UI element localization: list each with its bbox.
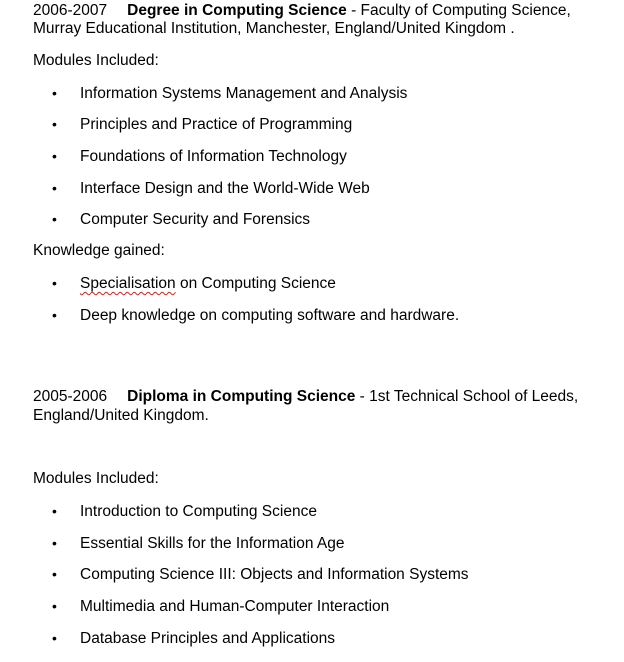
- bullet-icon: •: [52, 116, 57, 132]
- bullet-icon: •: [52, 503, 57, 519]
- bullet-icon: •: [52, 630, 57, 646]
- module-name: Principles and Practice of Programming: [80, 116, 353, 133]
- modules-heading: Modules Included:: [33, 52, 159, 69]
- module-name: Interface Design and the World-Wide Web: [80, 180, 370, 197]
- spellcheck-flagged-word[interactable]: Specialisation: [80, 275, 176, 292]
- list-item: [52, 274, 336, 293]
- module-name: Database Principles and Applications: [80, 630, 336, 647]
- bullet-icon: •: [52, 598, 57, 614]
- list-item: [52, 115, 352, 134]
- education-years: 2006-2007: [33, 2, 108, 19]
- education-institution: - 1st Technical School of Leeds,: [355, 388, 579, 405]
- list-item: [52, 147, 347, 166]
- knowledge-heading: Knowledge gained:: [33, 242, 165, 259]
- knowledge-text: on Computing Science: [175, 275, 336, 292]
- list-item: [52, 210, 310, 229]
- bullet-icon: •: [52, 211, 57, 227]
- bullet-icon: •: [52, 275, 57, 291]
- bullet-icon: •: [52, 180, 57, 196]
- list-item: [52, 306, 459, 325]
- list-item: [52, 84, 407, 103]
- education-title: Diploma in Computing Science: [127, 388, 356, 405]
- module-name: Information Systems Management and Analysis: [80, 85, 408, 102]
- education-institution-continued: Murray Educational Institution, Manchester, England/United Kingdom .: [33, 20, 515, 37]
- education-entry-header: [33, 388, 578, 406]
- module-name: Foundations of Information Technology: [80, 148, 347, 165]
- bullet-icon: •: [52, 566, 57, 582]
- list-item: [52, 179, 370, 198]
- list-item: [52, 629, 335, 648]
- education-title: Degree in Computing Science: [127, 2, 347, 19]
- bullet-icon: •: [52, 307, 57, 323]
- bullet-icon: •: [52, 535, 57, 551]
- bullet-icon: •: [52, 148, 57, 164]
- education-entry-header: [33, 2, 571, 20]
- module-name: Essential Skills for the Information Age: [80, 535, 345, 552]
- list-item: [52, 534, 345, 553]
- module-name: Multimedia and Human-Computer Interaction: [80, 598, 390, 615]
- list-item: [52, 565, 469, 584]
- bullet-icon: •: [52, 85, 57, 101]
- education-institution: - Faculty of Computing Science,: [346, 2, 571, 19]
- list-item: [52, 597, 389, 616]
- education-years: 2005-2006: [33, 388, 108, 405]
- module-name: Computing Science III: Objects and Information Systems: [80, 566, 469, 583]
- modules-heading: Modules Included:: [33, 470, 159, 487]
- education-institution-continued: England/United Kingdom.: [33, 407, 209, 424]
- module-name: Computer Security and Forensics: [80, 211, 311, 228]
- knowledge-text: Deep knowledge on computing software and hardware.: [80, 307, 460, 324]
- list-item: [52, 502, 317, 521]
- module-name: Introduction to Computing Science: [80, 503, 317, 520]
